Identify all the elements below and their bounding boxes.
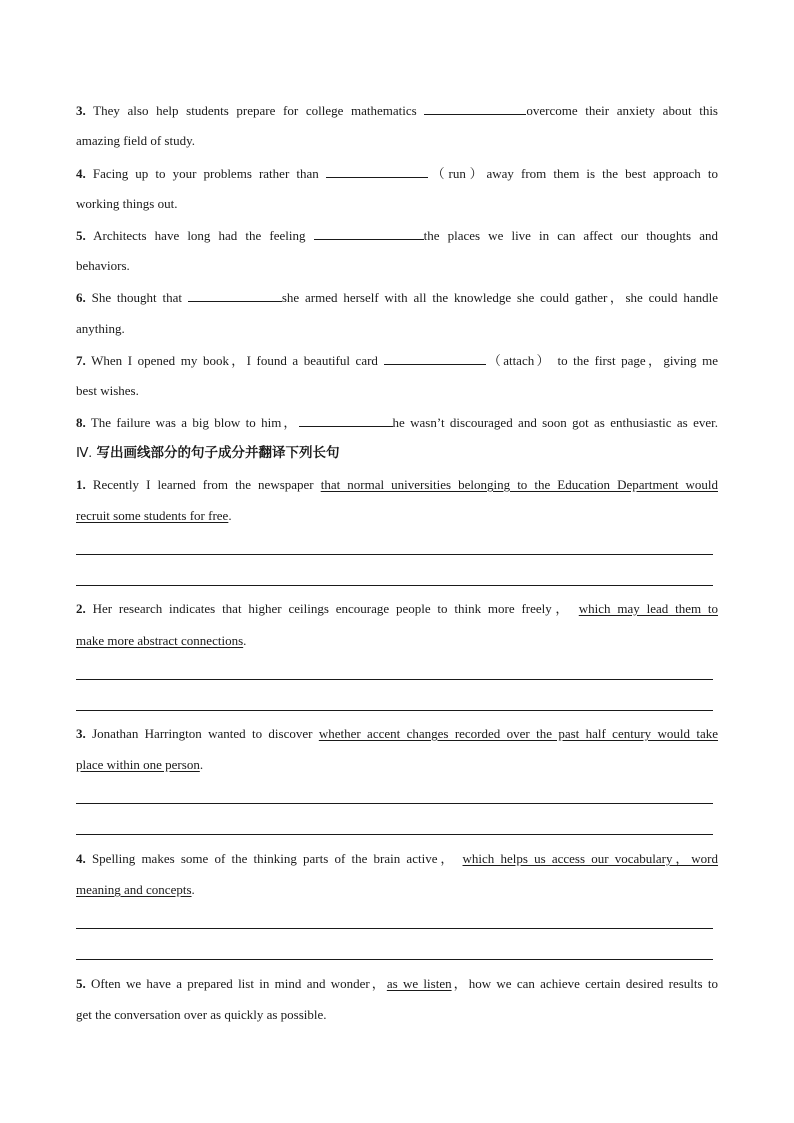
item-6-line1 <box>76 289 718 306</box>
sentence-4-line2 <box>76 882 718 898</box>
item-text: the places we live in can affect our thoughts and <box>423 228 718 243</box>
item-number: 6. <box>76 290 86 305</box>
underlined-part: which helps us access our vocabulary，word <box>462 851 719 866</box>
sentence-text: . <box>243 633 247 648</box>
item-number: 1. <box>76 477 86 492</box>
item-text: They also help students prepare for college mathematics <box>93 103 417 118</box>
answer-line[interactable] <box>76 679 713 680</box>
item-number: 3. <box>76 726 86 741</box>
answer-blank[interactable] <box>384 352 486 365</box>
item-4-line2: working things out. <box>76 196 178 211</box>
item-number: 3. <box>76 103 86 118</box>
sentence-4-line1 <box>76 851 718 867</box>
item-text: The failure was a big blow to him， <box>90 415 299 430</box>
answer-line[interactable] <box>76 928 713 929</box>
sentence-text: Recently I learned from the newspaper <box>92 477 314 492</box>
sentence-1-line2 <box>76 508 718 524</box>
answer-blank[interactable] <box>424 102 526 115</box>
item-text: overcome their anxiety about this <box>526 103 718 118</box>
underlined-part: make more abstract connections <box>76 633 244 648</box>
section-4-heading <box>76 445 340 461</box>
sentence-text: Her research indicates that higher ceilings encourage people to think more freely， <box>92 601 572 616</box>
sentence-text: . <box>228 508 232 523</box>
section-title: 写出画线部分的句子成分并翻译下列长句 <box>96 445 340 461</box>
sentence-text: . <box>199 757 204 772</box>
item-6-line2: anything. <box>76 321 125 336</box>
answer-line[interactable] <box>76 959 713 960</box>
item-3-line1 <box>76 102 718 119</box>
answer-blank[interactable] <box>299 414 393 427</box>
item-text: （attach） to the first page，giving me <box>485 353 719 368</box>
underlined-part: whether accent changes recorded over the past half century would take <box>318 726 719 741</box>
item-number: 8. <box>76 415 86 430</box>
item-number: 2. <box>76 601 86 616</box>
sentence-2-line2 <box>76 633 718 649</box>
item-5-line2: behaviors. <box>76 258 130 273</box>
answer-line[interactable] <box>76 710 713 711</box>
sentence-text: . <box>191 882 195 897</box>
sentence-text: Jonathan Harrington wanted to discover <box>92 726 313 741</box>
item-7-line1 <box>76 352 718 369</box>
answer-blank[interactable] <box>188 289 282 302</box>
sentence-text: ，how we can achieve certain desired results to <box>451 976 718 991</box>
sentence-text: Often we have a prepared list in mind and wonder， <box>91 976 387 991</box>
underlined-part: as we listen <box>386 976 452 991</box>
item-text: he wasn’t discouraged and soon got as enthusiastic as ever. <box>392 415 718 430</box>
answer-line[interactable] <box>76 554 713 555</box>
answer-blank[interactable] <box>314 227 424 240</box>
item-7-line2: best wishes. <box>76 383 139 398</box>
answer-line[interactable] <box>76 834 713 835</box>
item-number: 4. <box>76 166 86 181</box>
answer-blank[interactable] <box>326 165 428 178</box>
item-number: 4. <box>76 851 86 866</box>
answer-line[interactable] <box>76 803 713 804</box>
item-text: Facing up to your problems rather than <box>92 166 319 181</box>
item-number: 5. <box>76 976 86 991</box>
item-4-line1 <box>76 165 718 182</box>
underlined-part: that normal universities belonging to the Education Department would <box>320 477 718 492</box>
underlined-part: recruit some students for free <box>76 508 229 523</box>
item-5-line1 <box>76 227 718 244</box>
sentence-1-line1 <box>76 477 718 493</box>
item-text: She thought that <box>91 290 182 305</box>
sentence-text: Spelling makes some of the thinking parts of the brain active， <box>91 851 457 866</box>
item-text: Architects have long had the feeling <box>93 228 306 243</box>
sentence-5-line1 <box>76 976 718 992</box>
sentence-3-line2 <box>76 757 718 773</box>
item-text: （run）away from them is the best approach to <box>427 166 718 181</box>
sentence-5-line2: get the conversation over as quickly as possible. <box>76 1007 327 1022</box>
underlined-part: which may lead them to <box>578 601 719 616</box>
sentence-2-line1 <box>76 601 718 617</box>
sentence-3-line1 <box>76 726 718 742</box>
item-number: 5. <box>76 228 86 243</box>
item-number: 7. <box>76 353 86 368</box>
underlined-part: place within one person <box>76 757 200 772</box>
item-8-line1 <box>76 414 718 431</box>
item-text: When I opened my book，I found a beautiful card <box>91 353 378 368</box>
item-text: she armed herself with all the knowledge she could gather，she could handle <box>281 290 719 305</box>
answer-line[interactable] <box>76 585 713 586</box>
item-3-line2: amazing field of study. <box>76 133 196 148</box>
underlined-part: meaning and concepts <box>76 882 192 897</box>
section-number: Ⅳ. <box>76 445 92 460</box>
